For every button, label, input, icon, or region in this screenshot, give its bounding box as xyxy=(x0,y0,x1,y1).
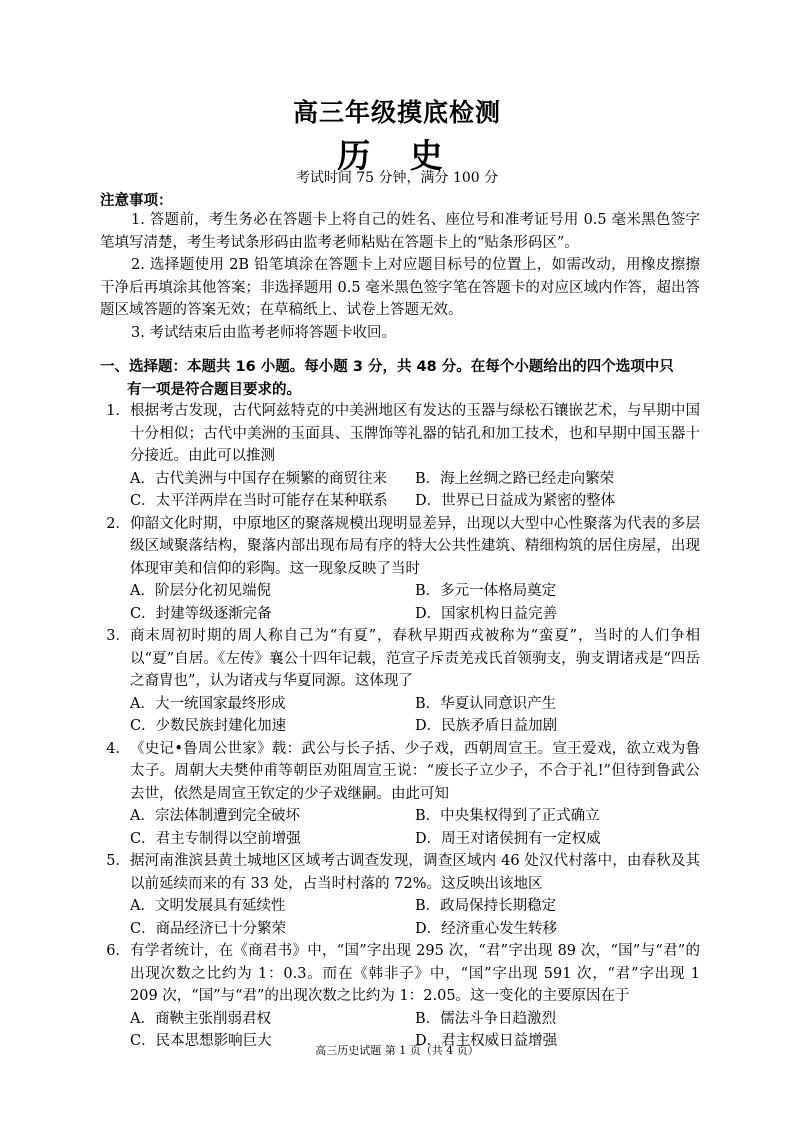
option-b: B．政局保持长期稳定 xyxy=(415,898,557,914)
option-c: C．太平洋两岸在当时可能存在某种联系 xyxy=(130,493,388,509)
question-number: 6． xyxy=(106,943,130,959)
option-d: D．民族矛盾日益加剧 xyxy=(415,718,558,734)
question-6 xyxy=(100,940,700,1053)
question-3 xyxy=(100,625,700,738)
exam-title: 高三年级摸底检测 xyxy=(292,98,501,127)
question-1 xyxy=(100,400,700,513)
option-d: D．国家机构日益完善 xyxy=(415,605,558,622)
notice-list xyxy=(100,209,700,344)
option-a: A．宗法体制遭到完全破坏 xyxy=(130,808,300,824)
option-a: A．商鞅主张削弱君权 xyxy=(130,1010,271,1027)
option-b: B．海上丝绸之路已经走向繁荣 xyxy=(415,470,615,487)
option-b: B．儒法斗争日趋激烈 xyxy=(415,1010,557,1027)
option-a: A．文明发展具有延续性 xyxy=(130,898,286,914)
question-stem: 商末周初时期的周人称自己为“有夏”，春秋早期西戎被称为“蛮夏”，当时的人们争相以“夏”自居。《左传》襄公十四年记载，范宣子斥责羌戎氏首领驹支，驹支谓诸戎是“四岳之裔胄也”，认为诸戎与华夏同源。这体现了 xyxy=(130,628,700,689)
section-heading-line2: 有一项是符合题目要求的。 xyxy=(127,381,301,398)
question-5 xyxy=(100,850,700,940)
question-number: 2． xyxy=(106,515,130,532)
section-heading-line1: 一、选择题：本题共 16 小题。每小题 3 分，共 48 分。在每个小题给出的四个选项中只 xyxy=(100,359,674,375)
option-b: B．多元一体格局奠定 xyxy=(415,583,557,599)
question-4 xyxy=(100,738,700,851)
question-list xyxy=(100,400,700,1053)
option-a: A．古代美洲与中国存在频繁的商贸往来 xyxy=(130,470,387,487)
question-number: 1． xyxy=(106,403,130,419)
option-d: D．经济重心发生转移 xyxy=(415,920,558,937)
option-a: A．大一统国家最终形成 xyxy=(130,695,286,712)
question-stem: 根据考古发现，古代阿兹特克的中美洲地区有发达的玉器与绿松石镶嵌艺术，与早期中国十分相似；古代中美洲的玉面具、玉牌饰等礼器的钻孔和加工技术，也和早期中国玉器十分接近。由此可以推测 xyxy=(130,403,700,464)
question-number: 5． xyxy=(106,853,130,869)
page-footer: 高三历史试题 第 1 页（共 4 页） xyxy=(315,1044,479,1057)
option-c: C．民本思想影响巨大 xyxy=(130,1033,272,1049)
question-stem: 仰韶文化时期，中原地区的聚落规模出现明显差异，出现以大型中心性聚落为代表的多层级区域聚落结构，聚落内部出现布局有序的特大公共性建筑、精细构筑的居住房屋，出现体现审美和信仰的彩陶。这一现象反映了当时 xyxy=(130,515,700,577)
subject-title: 历 史 xyxy=(337,136,457,175)
option-d: D．君主权威日益增强 xyxy=(415,1033,558,1049)
notice-item: 2. 选择题使用 2B 铅笔填涂在答题卡上对应题目标号的位置上，如需改动，用橡皮擦擦干净后再填涂其他答案；非选择题用 0.5 毫米黑色签字笔在答题卡的对应区域内作答，超出答题区域答题的答案无效；在草稿纸上、试卷上答题无效。 xyxy=(100,257,700,318)
question-stem: 有学者统计，在《商君书》中，“国”字出现 295 次，“君”字出现 89 次，“国”与“君”的出现次数之比约为 1：0.3。而在《韩非子》中，“国”字出现 591 次，“君”字出现 1 209 次，“国”与“君”的出现次数之比约为 1：2.05。这一变化的主要原因在于 xyxy=(130,943,700,1004)
option-b: B．华夏认同意识产生 xyxy=(415,695,557,712)
option-c: C．封建等级逐渐完备 xyxy=(130,605,272,622)
option-c: C．少数民族封建化加速 xyxy=(130,718,287,734)
section-heading xyxy=(100,356,700,401)
option-c: C．商品经济已十分繁荣 xyxy=(130,920,287,937)
exam-info: 考试时间 75 分钟，满分 100 分 xyxy=(295,170,499,186)
option-c: C．君主专制得以空前增强 xyxy=(130,830,301,847)
question-2 xyxy=(100,513,700,626)
notice-item: 1. 答题前，考生务必在答题卡上将自己的姓名、座位号和准考证号用 0.5 毫米黑色签字笔填写清楚，考生考试条形码由监考老师粘贴在答题卡上的“贴条形码区”。 xyxy=(100,212,700,251)
question-number: 4． xyxy=(106,740,130,757)
option-b: B．中央集权得到了正式确立 xyxy=(415,808,600,824)
option-a: A．阶层分化初见端倪 xyxy=(130,583,271,599)
question-number: 3． xyxy=(106,628,130,644)
option-d: D．周王对诸侯拥有一定权威 xyxy=(415,830,601,847)
question-stem: 《史记•鲁周公世家》载：武公与长子括、少子戏，西朝周宣王。宣王爱戏，欲立戏为鲁太子。周朝大夫樊仲甫等朝臣劝阻周宣王说：“废长子立少子，不合于礼!”但待到鲁武公去世，依然是周宣王钦定的少子戏继嗣。由此可知 xyxy=(130,740,700,802)
question-stem: 据河南淮滨县黄土城地区区域考古调查发现，调查区域内 46 处汉代村落中，由春秋及其以前延续而来的有 33 处，占当时村落的 72%。这反映出该地区 xyxy=(130,853,700,892)
option-d: D．世界已日益成为紧密的整体 xyxy=(415,493,616,509)
notice-heading: 注意事项： xyxy=(100,193,173,209)
notice-item: 3. 考试结束后由监考老师将答题卡收回。 xyxy=(131,324,396,341)
